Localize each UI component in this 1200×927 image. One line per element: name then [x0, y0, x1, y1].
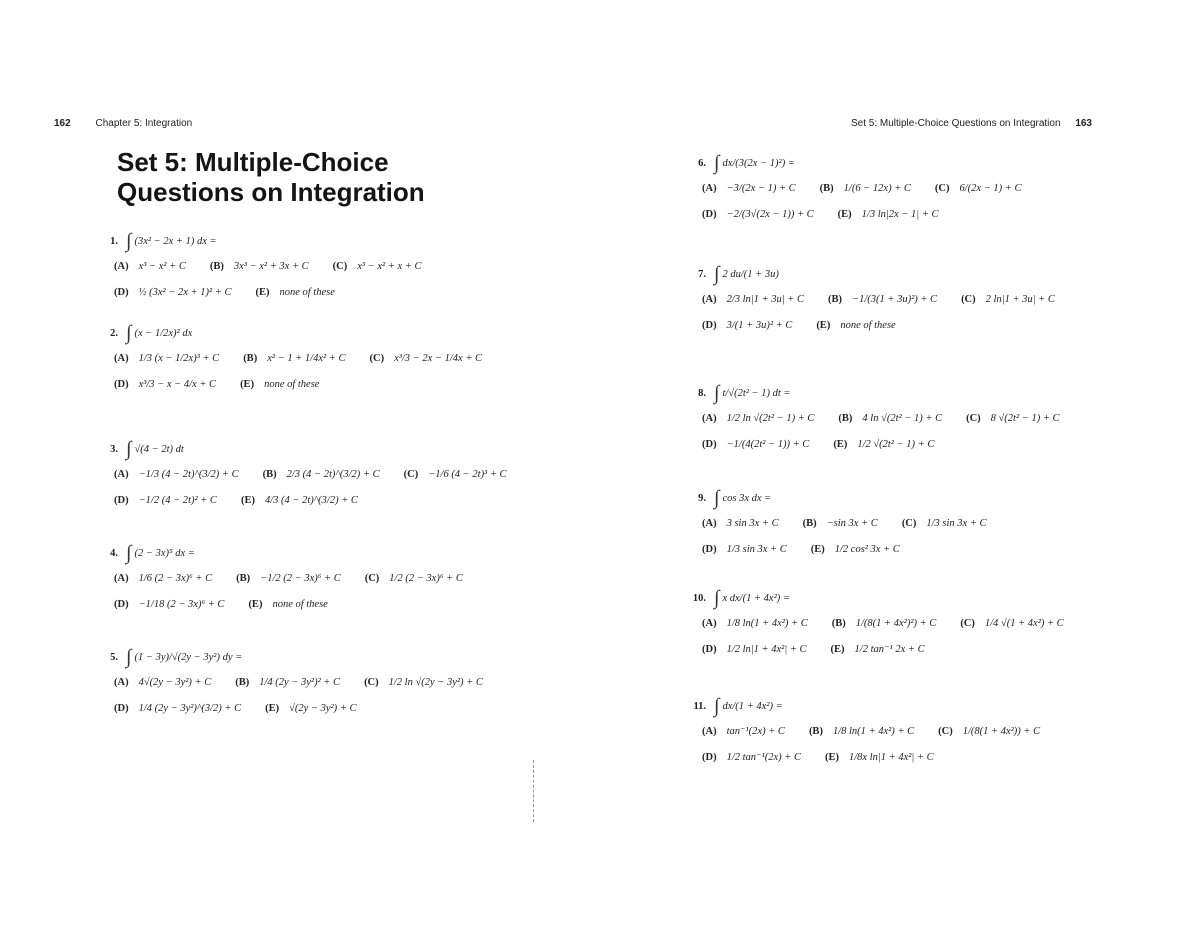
answer-choice [210, 261, 309, 272]
answer-choice [114, 703, 241, 714]
question-7 [684, 262, 1079, 338]
question-expression: (2 − 3x)⁵ dx = [134, 547, 195, 559]
answer-choice [811, 544, 900, 555]
answer-choice [255, 287, 334, 298]
integral-sign-icon: ∫ [714, 695, 720, 717]
choice-value: 3 sin 3x + C [726, 517, 779, 529]
question-stem [684, 262, 1079, 286]
choice-value: 1/2 cos² 3x + C [834, 543, 900, 555]
answer-choice [960, 618, 1063, 629]
choice-label: (A) [702, 182, 717, 194]
choice-label: (A) [702, 412, 717, 424]
answer-choice [833, 439, 934, 450]
choice-label: (E) [265, 702, 280, 714]
question-3 [96, 437, 531, 513]
integral-sign-icon: ∫ [714, 587, 720, 609]
question-expression: dx/(1 + 4x²) = [722, 700, 783, 712]
choice-label: (C) [364, 676, 379, 688]
answer-choice [114, 495, 217, 506]
question-number: 1. [110, 235, 118, 247]
question-number: 5. [110, 651, 118, 663]
choice-label: (D) [702, 643, 717, 655]
choice-label: (A) [114, 572, 129, 584]
choice-value: 4 ln √(2t² − 1) + C [862, 412, 943, 424]
choice-label: (B) [819, 182, 834, 194]
choice-value: ½ (3x² − 2x + 1)² + C [138, 286, 232, 298]
choice-value: 8 √(2t² − 1) + C [990, 412, 1060, 424]
choice-row [702, 510, 1011, 536]
choice-label: (B) [236, 572, 251, 584]
answer-choice [248, 599, 327, 610]
choice-row [702, 431, 1084, 457]
choice-label: (A) [702, 517, 717, 529]
choice-label: (C) [364, 572, 380, 584]
choice-label: (B) [828, 293, 842, 305]
choice-value: x³ − x² + C [138, 260, 186, 272]
choice-label: (C) [938, 725, 953, 737]
choice-value: 3x³ − x² + 3x + C [233, 260, 309, 272]
title-line-2: Questions on Integration [117, 177, 425, 207]
answer-choice [702, 751, 801, 763]
answer-choice [114, 353, 219, 364]
question-number: 9. [698, 492, 706, 504]
answer-choice [961, 294, 1055, 305]
question-stem [96, 321, 506, 345]
choice-label: (E) [240, 378, 255, 390]
answer-choice [404, 469, 507, 480]
right-page [600, 0, 1200, 927]
question-2 [96, 321, 506, 397]
right-header-text: Set 5: Multiple-Choice Questions on Integration [850, 118, 1061, 129]
choice-row [702, 175, 1046, 201]
answer-choice [938, 726, 1040, 737]
choice-value: x³ − x² + x + C [357, 260, 422, 272]
choice-label: (E) [240, 494, 255, 506]
choice-value: none of these [840, 319, 896, 331]
answer-choice [364, 677, 483, 688]
choice-label: (A) [114, 260, 129, 272]
choice-value: √(2y − 3y²) + C [289, 702, 357, 714]
choice-label: (A) [702, 293, 717, 305]
question-expression: dx/(3(2x − 1)²) = [722, 157, 795, 169]
choice-value: 6/(2x − 1) + C [959, 182, 1022, 194]
choice-label: (D) [114, 598, 129, 610]
choice-label: (B) [209, 260, 224, 272]
choice-row [114, 591, 487, 617]
choice-value: 1/2 ln √(2y − 3y²) + C [388, 676, 483, 688]
choice-value: −sin 3x + C [826, 517, 878, 529]
page-gutter-marks [533, 760, 535, 822]
choice-row [702, 201, 1046, 227]
answer-choice [702, 294, 804, 305]
question-expression: (3x² − 2x + 1) dx = [134, 235, 217, 247]
choice-value: 1/8x ln|1 + 4x²| + C [848, 751, 934, 763]
choice-value: 1/(8(1 + 4x²)²) + C [855, 617, 937, 629]
choice-row [114, 669, 507, 695]
choice-value: 1/3 sin 3x + C [926, 517, 987, 529]
question-stem [96, 229, 446, 253]
integral-sign-icon: ∫ [714, 487, 720, 509]
answer-choice [365, 573, 463, 584]
question-4 [96, 541, 487, 617]
choice-row [114, 253, 446, 279]
choice-label: (D) [114, 702, 129, 714]
choice-label: (C) [332, 260, 348, 272]
left-running-header [54, 118, 192, 129]
question-stem [96, 437, 531, 461]
answer-choice [803, 518, 878, 529]
choice-label: (A) [702, 617, 717, 629]
question-number: 10. [692, 592, 706, 604]
choice-label: (B) [262, 468, 277, 480]
left-header-text: Chapter 5: Integration [95, 118, 193, 129]
answer-choice [333, 261, 422, 272]
choice-value: 1/(8(1 + 4x²)) + C [962, 725, 1041, 737]
choice-value: −1/(4(2t² − 1)) + C [726, 438, 810, 450]
choice-row [702, 744, 1064, 770]
choice-value: 2/3 ln|1 + 3u| + C [726, 293, 804, 305]
choice-row [114, 695, 507, 721]
question-expression: (x − 1/2x)² dx [134, 327, 193, 339]
answer-choice [902, 518, 987, 529]
choice-value: 4√(2y − 3y²) + C [138, 676, 212, 688]
choice-row [702, 536, 1011, 562]
answer-choice [263, 469, 380, 480]
right-running-header [851, 118, 1092, 129]
choice-value: 1/8 ln(1 + 4x²) + C [832, 725, 915, 737]
answer-choice [114, 599, 224, 610]
choice-row [702, 718, 1064, 744]
choice-label: (E) [824, 751, 839, 763]
question-5 [96, 645, 507, 721]
choice-label: (C) [901, 517, 917, 529]
choice-label: (B) [808, 725, 823, 737]
choice-label: (D) [114, 286, 129, 298]
question-number: 4. [110, 547, 118, 559]
question-expression: √(4 − 2t) dt [134, 443, 184, 455]
answer-choice [114, 261, 186, 272]
choice-value: tan⁻¹(2x) + C [726, 726, 785, 737]
choice-row [114, 487, 531, 513]
integral-sign-icon: ∫ [126, 438, 132, 460]
integral-sign-icon: ∫ [126, 646, 132, 668]
answer-choice [831, 643, 925, 655]
choice-value: 1/4 (2y − 3y²)² + C [259, 676, 341, 688]
answer-choice [235, 677, 340, 688]
question-10 [684, 586, 1088, 662]
choice-value: none of these [264, 378, 320, 390]
answer-choice [838, 209, 939, 220]
choice-value: none of these [272, 598, 328, 610]
answer-choice [702, 413, 814, 424]
integral-sign-icon: ∫ [714, 263, 720, 285]
page-title [117, 147, 425, 207]
answer-choice [702, 644, 807, 655]
choice-label: (D) [702, 319, 717, 331]
answer-choice [114, 573, 212, 584]
answer-choice [828, 294, 937, 305]
left-page-number: 162 [54, 118, 71, 129]
choice-label: (C) [966, 412, 981, 424]
question-number: 2. [110, 327, 118, 339]
question-1 [96, 229, 446, 305]
choice-value: −1/2 (4 − 2t)² + C [138, 494, 217, 506]
choice-label: (B) [235, 676, 250, 688]
answer-choice [702, 518, 779, 529]
question-number: 6. [698, 157, 706, 169]
question-8 [684, 381, 1084, 457]
choice-label: (E) [816, 319, 831, 331]
question-stem [684, 486, 1011, 510]
choice-row [114, 565, 487, 591]
answer-choice [838, 413, 942, 424]
choice-row [702, 610, 1088, 636]
question-expression: (1 − 3y)/√(2y − 3y²) dy = [134, 651, 243, 663]
choice-label: (E) [248, 598, 263, 610]
choice-value: x³/3 − x − 4/x + C [138, 378, 217, 390]
choice-label: (D) [114, 494, 129, 506]
choice-value: x² − 1 + 1/4x² + C [267, 352, 346, 364]
choice-value: 1/2 (2 − 3x)⁶ + C [389, 572, 463, 584]
question-9 [684, 486, 1011, 562]
choice-label: (E) [810, 543, 825, 555]
question-number: 8. [698, 387, 706, 399]
choice-row [702, 312, 1079, 338]
question-number: 11. [693, 700, 706, 712]
integral-sign-icon: ∫ [714, 152, 720, 174]
right-page-number: 163 [1075, 118, 1092, 129]
question-expression: 2 du/(1 + 3u) [722, 268, 779, 280]
answer-choice [240, 379, 319, 390]
choice-value: −1/2 (2 − 3x)⁶ + C [260, 572, 341, 584]
choice-value: −3/(2x − 1) + C [726, 182, 796, 194]
integral-sign-icon: ∫ [126, 322, 132, 344]
answer-choice [702, 544, 787, 555]
choice-value: −1/(3(1 + 3u)²) + C [852, 293, 938, 305]
choice-label: (A) [114, 676, 129, 688]
answer-choice [702, 439, 809, 450]
choice-value: none of these [279, 286, 335, 298]
integral-sign-icon: ∫ [126, 542, 132, 564]
choice-label: (C) [934, 182, 950, 194]
answer-choice [832, 618, 937, 629]
choice-label: (E) [837, 208, 852, 220]
choice-row [702, 405, 1084, 431]
question-number: 3. [110, 443, 118, 455]
choice-label: (B) [802, 517, 817, 529]
question-number: 7. [698, 268, 706, 280]
choice-label: (B) [831, 617, 846, 629]
choice-value: −1/18 (2 − 3x)⁶ + C [138, 598, 225, 610]
choice-value: 1/6 (2 − 3x)⁶ + C [138, 572, 213, 584]
choice-value: 1/4 √(1 + 4x²) + C [984, 617, 1064, 629]
answer-choice [702, 618, 808, 629]
question-stem [684, 694, 1064, 718]
answer-choice [243, 353, 345, 364]
choice-label: (C) [960, 617, 975, 629]
choice-value: −2/(3√(2x − 1)) + C [726, 208, 814, 220]
choice-label: (B) [243, 352, 258, 364]
question-11 [684, 694, 1064, 770]
choice-value: −1/6 (4 − 2t)³ + C [428, 468, 507, 480]
choice-row [702, 286, 1079, 312]
question-stem [684, 586, 1088, 610]
answer-choice [966, 413, 1059, 424]
answer-choice [820, 183, 911, 194]
question-6 [684, 151, 1046, 227]
choice-row [702, 636, 1088, 662]
title-line-1: Set 5: Multiple-Choice [117, 147, 389, 177]
answer-choice [114, 379, 216, 390]
choice-value: 1/2 tan⁻¹ 2x + C [854, 644, 925, 655]
choice-value: 1/3 sin 3x + C [726, 543, 787, 555]
choice-row [114, 461, 531, 487]
choice-label: (D) [702, 438, 717, 450]
choice-label: (D) [702, 208, 717, 220]
choice-label: (E) [833, 438, 848, 450]
choice-value: 1/2 tan⁻¹(2x) + C [726, 752, 801, 763]
answer-choice [369, 353, 482, 364]
answer-choice [114, 677, 211, 688]
question-expression: cos 3x dx = [722, 492, 772, 504]
answer-choice [236, 573, 341, 584]
question-stem [684, 381, 1084, 405]
choice-label: (C) [961, 293, 976, 305]
question-stem [684, 151, 1046, 175]
choice-row [114, 345, 506, 371]
answer-choice [114, 469, 239, 480]
choice-label: (D) [702, 751, 717, 763]
choice-value: 1/2 ln √(2t² − 1) + C [726, 412, 815, 424]
choice-row [114, 279, 446, 305]
answer-choice [825, 752, 934, 763]
choice-value: −1/3 (4 − 2t)^(3/2) + C [138, 468, 239, 480]
choice-row [114, 371, 506, 397]
question-stem [96, 541, 487, 565]
choice-value: 2/3 (4 − 2t)^(3/2) + C [286, 468, 380, 480]
choice-value: 1/3 (x − 1/2x)³ + C [138, 352, 220, 364]
choice-value: 1/(6 − 12x) + C [843, 182, 911, 194]
choice-label: (A) [114, 468, 129, 480]
answer-choice [702, 183, 796, 194]
choice-value: 1/2 √(2t² − 1) + C [857, 438, 935, 450]
answer-choice [809, 726, 914, 737]
answer-choice [241, 495, 358, 506]
choice-value: x³/3 − 2x − 1/4x + C [394, 352, 483, 364]
integral-sign-icon: ∫ [714, 382, 720, 404]
choice-value: 1/8 ln(1 + 4x²) + C [726, 617, 808, 629]
question-expression: t/√(2t² − 1) dt = [722, 387, 791, 399]
choice-label: (D) [702, 543, 717, 555]
choice-label: (A) [114, 352, 129, 364]
choice-value: 3/(1 + 3u)² + C [726, 319, 793, 331]
answer-choice [265, 703, 356, 714]
choice-value: 1/4 (2y − 3y²)^(3/2) + C [138, 702, 242, 714]
answer-choice [702, 209, 814, 220]
integral-sign-icon: ∫ [126, 230, 132, 252]
choice-label: (D) [114, 378, 129, 390]
question-stem [96, 645, 507, 669]
choice-label: (C) [403, 468, 419, 480]
answer-choice [816, 320, 895, 331]
question-expression: x dx/(1 + 4x²) = [722, 592, 790, 604]
answer-choice [935, 183, 1022, 194]
choice-value: 1/3 ln|2x − 1| + C [861, 208, 939, 220]
choice-label: (E) [830, 643, 845, 655]
choice-label: (B) [838, 412, 853, 424]
answer-choice [702, 725, 785, 737]
answer-choice [702, 320, 792, 331]
choice-value: 1/2 ln|1 + 4x²| + C [726, 643, 807, 655]
choice-label: (A) [702, 725, 717, 737]
choice-value: 2 ln|1 + 3u| + C [985, 293, 1055, 305]
answer-choice [114, 287, 231, 298]
choice-label: (E) [255, 286, 270, 298]
choice-value: 4/3 (4 − 2t)^(3/2) + C [264, 494, 358, 506]
choice-label: (C) [369, 352, 385, 364]
